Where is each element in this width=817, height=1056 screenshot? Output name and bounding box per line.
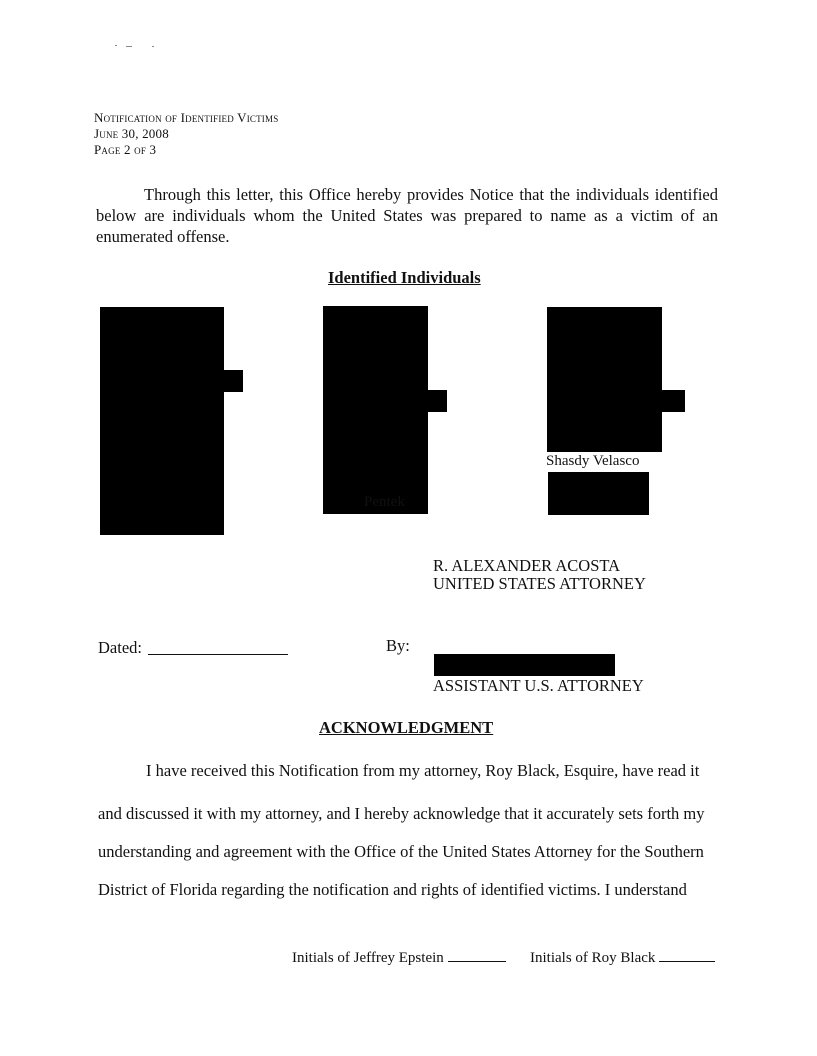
visible-name-velasco: Shasdy Velasco <box>546 453 640 469</box>
header-date-text: June 30, 2008 <box>94 126 169 141</box>
intro-paragraph: Through this letter, this Office hereby provides Notice that the individuals identified below are individuals whom the United States was prepared to name as a victim of an enumerated offense. <box>96 185 718 246</box>
redaction-block <box>323 492 361 514</box>
scan-speck <box>152 46 154 47</box>
initials-epstein <box>292 950 506 967</box>
acknowledgment-line-2: and discussed it with my attorney, and I hereby acknowledge that it accurately sets forth my <box>98 804 705 823</box>
dated-blank-line <box>148 654 288 655</box>
header-title <box>94 110 278 126</box>
redaction-block <box>323 470 416 492</box>
initials-black <box>530 950 715 967</box>
by-label: By: <box>386 636 410 655</box>
initials-epstein-label: Initials of Jeffrey Epstein <box>292 950 444 966</box>
acknowledgment-line-4: District of Florida regarding the notification and rights of identified victims. I understand <box>98 880 687 899</box>
header-page <box>94 142 156 158</box>
header-date <box>94 126 169 142</box>
redaction-block <box>160 492 217 514</box>
header-title-text: Notification of Identified Victims <box>94 110 279 125</box>
dated-label-text: Dated: <box>98 638 142 657</box>
signer-name: R. ALEXANDER ACOSTA <box>433 556 621 575</box>
signer-title: UNITED STATES ATTORNEY <box>433 574 646 593</box>
acknowledgment-line-3: understanding and agreement with the Office of the United States Attorney for the Southern <box>98 842 704 861</box>
identified-individuals-heading: Identified Individuals <box>328 268 481 287</box>
dated-label <box>98 638 142 658</box>
redaction-block <box>600 390 685 412</box>
acknowledgment-heading: ACKNOWLEDGMENT <box>319 718 494 737</box>
redaction-block <box>548 472 649 515</box>
scan-speck <box>115 45 117 46</box>
redaction-block <box>180 370 243 392</box>
assistant-title: ASSISTANT U.S. ATTORNEY <box>433 676 644 695</box>
redaction-block <box>547 307 662 452</box>
redacted-signature <box>434 654 615 676</box>
scan-speck <box>126 46 132 47</box>
initials-black-blank <box>659 960 715 962</box>
visible-name-pentek: Pentek <box>364 494 405 510</box>
acknowledgment-line-1: I have received this Notification from my attorney, Roy Black, Esquire, have read it <box>146 761 700 780</box>
header-page-text: Page 2 of 3 <box>94 142 157 157</box>
redaction-block <box>400 390 447 412</box>
initials-epstein-blank <box>448 960 506 962</box>
initials-black-label: Initials of Roy Black <box>530 950 656 966</box>
